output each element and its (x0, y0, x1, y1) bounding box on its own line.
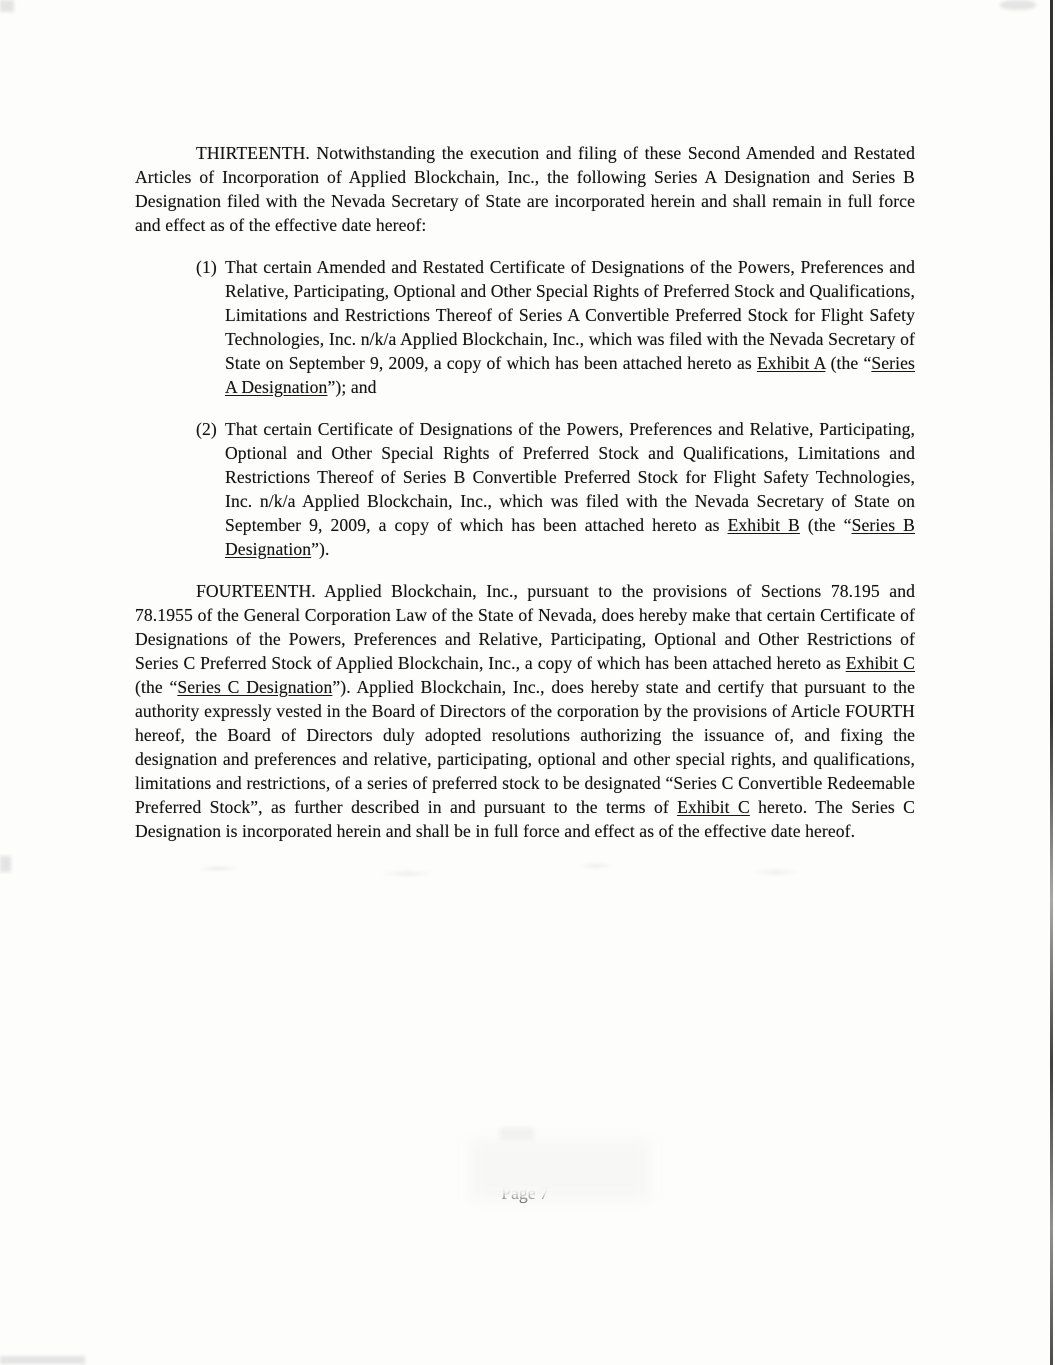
list-item-2-text (225, 417, 915, 561)
underlined-reference: Exhibit B (727, 515, 800, 535)
list-item-2-marker: (2) (196, 419, 217, 439)
text-segment: hereto. The Series C Designation is incorporated herein and shall be in full force and effect as of the effective date hereof. (135, 797, 915, 841)
scan-edge-line (1050, 0, 1053, 1365)
text-segment: THIRTEENTH. Notwithstanding the execution and filing of these Second Amended and Restated Articles of Incorporation of Applied Blockchain, Inc., the following Series A Designation and Series B Designation filed with the Nevada Secretary of State are incorporated herein and shall remain in full force and effect as of the effective date hereof: (135, 143, 915, 235)
paragraph-fourteenth (135, 579, 915, 843)
underlined-reference: Series A Designation (225, 353, 915, 397)
text-segment: ”). Applied Blockchain, Inc., does hereby state and certify that pursuant to the authority expressly vested in the Board of Directors of the corporation by the provisions of Article FOURTH hereof, the Board of Directors duly adopted resolutions authorizing the issuance of, and fixing the designation and preferences and relative, participating, optional and other special rights, and qualifications, limitations and restrictions, of a series of preferred stock to be designated “Series C Convertible Redeemable Preferred Stock”, as further described in and pursuant to the terms of (135, 677, 915, 817)
scan-smudge-bottom-left (0, 1356, 85, 1364)
text-segment: That certain Certificate of Designations of the Powers, Preferences and Relative, Participating, Optional and Other Special Rights of Preferred Stock and Qualifications, Limitations and Restrictions Thereof of Series B Convertible Preferred Stock for Flight Safety Technologies, Inc. n/k/a Applied Blockchain, Inc., which was filed with the Nevada Secretary of State on September 9, 2009, a copy of which has been attached hereto as (225, 419, 915, 535)
text-segment: (the “ (135, 677, 178, 697)
underlined-reference: Exhibit C (845, 653, 915, 673)
paragraph-thirteenth (135, 141, 915, 237)
underlined-reference: Exhibit C (677, 797, 750, 817)
scan-smudge-top-left (0, 0, 14, 12)
document-text-block (135, 141, 915, 843)
text-segment: FOURTEENTH. Applied Blockchain, Inc., pursuant to the provisions of Sections 78.195 and 78.1955 of the General Corporation Law of the State of Nevada, does hereby make that certain Certificate of Designations of the Powers, Preferences and Relative, Participating, Optional and Other Restrictions of Series C Preferred Stock of Applied Blockchain, Inc., a copy of which has been attached hereto as (135, 581, 915, 673)
text-segment: (the “ (799, 515, 852, 535)
scan-smudge-top-right (1000, 0, 1036, 10)
scan-smudge-mid-left (0, 856, 11, 872)
list-item-1-text (225, 255, 915, 399)
text-segment: (the “ (825, 353, 872, 373)
underlined-reference: Exhibit A (756, 353, 826, 373)
underlined-reference: Series B Designation (225, 515, 915, 559)
scan-smudge-center-soft (470, 1140, 650, 1200)
list-item-1-marker: (1) (196, 257, 217, 277)
list-item-1 (135, 255, 915, 399)
scan-noise-band (120, 858, 940, 884)
text-segment: ”). (311, 539, 330, 559)
list-item-2 (135, 417, 915, 561)
text-segment: ”); and (327, 377, 377, 397)
underlined-reference: Series C Designation (177, 677, 333, 697)
text-segment: That certain Amended and Restated Certificate of Designations of the Powers, Preferences and Relative, Participating, Optional and Other Special Rights of Preferred Stock and Qualifications, Limitations and Restrictions Thereof of Series A Convertible Preferred Stock for Flight Safety Technologies, Inc. n/k/a Applied Blockchain, Inc., which was filed with the Nevada Secretary of State on September 9, 2009, a copy of which has been attached hereto as (225, 257, 915, 373)
